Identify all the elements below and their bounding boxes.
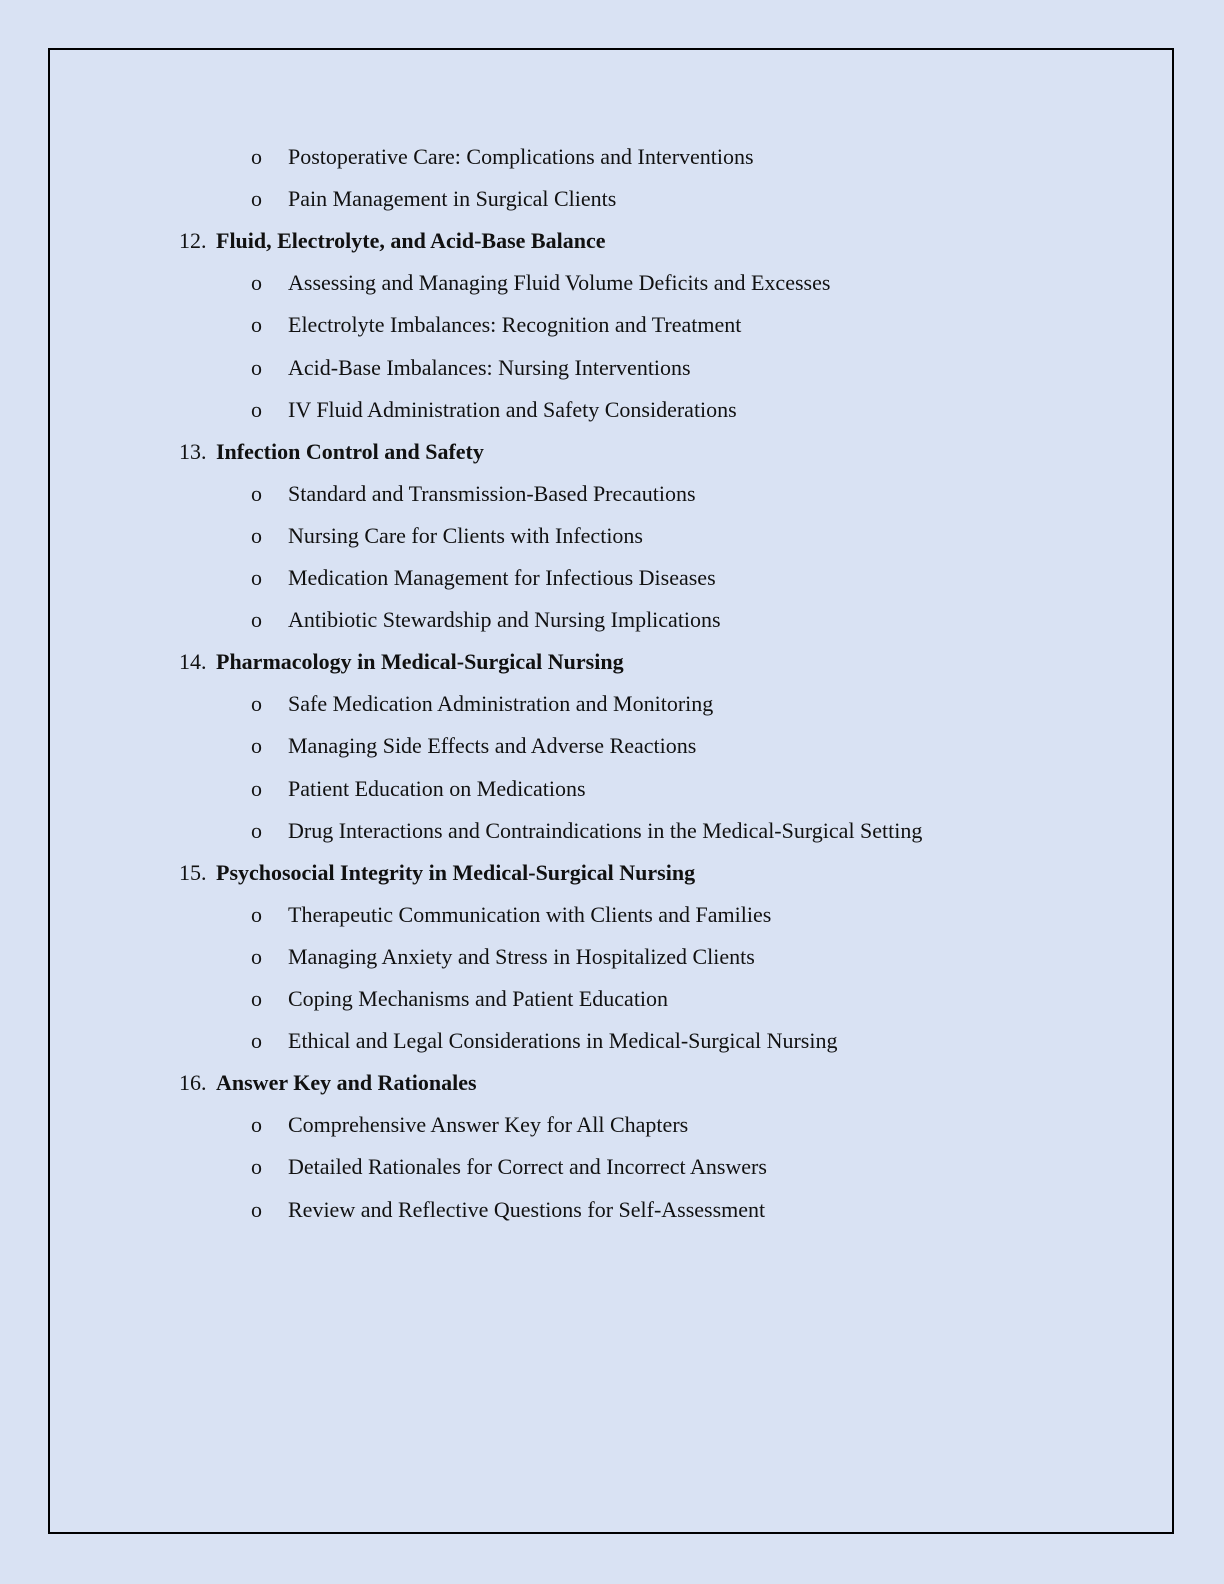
section-title: Fluid, Electrolyte, and Acid-Base Balance [216,228,606,254]
bullet-marker: o [251,986,262,1011]
bullet-marker: o [251,1112,262,1138]
list-item-text: Pain Management in Surgical Clients [288,186,617,212]
list-item-text: Coping Mechanisms and Patient Education [288,986,669,1011]
list-item-text: Electrolyte Imbalances: Recognition and Treatment [288,312,742,338]
section-title: Psychosocial Integrity in Medical-Surgical Nursing [216,859,696,885]
list-item-text: Therapeutic Communication with Clients and Families [288,901,772,927]
section-number: 14. [179,649,207,675]
bullet-marker: o [251,775,262,801]
list-item-text: Drug Interactions and Contraindications in the Medical-Surgical Setting [288,817,923,843]
bullet-marker: o [251,901,262,927]
bullet-marker: o [251,186,262,212]
bullet-marker: o [251,522,262,548]
bullet-marker: o [251,354,262,380]
bullet-marker: o [251,565,262,590]
bullet-marker: o [251,270,262,296]
section-title: Pharmacology in Medical-Surgical Nursing [216,649,624,675]
list-item-text: Antibiotic Stewardship and Nursing Implications [288,607,721,633]
section-title: Answer Key and Rationales [216,1070,477,1096]
list-item-text: Postoperative Care: Complications and Interventions [288,144,754,169]
section-title: Infection Control and Safety [216,438,484,464]
bullet-marker: o [251,607,262,633]
list-item-text: Nursing Care for Clients with Infections [288,522,643,548]
bullet-marker: o [251,817,262,843]
bullet-marker: o [251,1154,262,1180]
list-item-text: Review and Reflective Questions for Self-Assessment [288,1196,766,1222]
list-item-text: Standard and Transmission-Based Precautions [288,480,696,506]
bullet-marker: o [251,480,262,506]
list-item-text: Managing Anxiety and Stress in Hospitalized Clients [288,943,755,969]
section-number: 16. [179,1070,207,1096]
bullet-marker: o [251,943,262,969]
list-item-text: Patient Education on Medications [288,775,586,801]
list-item-text: Acid-Base Imbalances: Nursing Interventions [288,354,691,380]
list-item-text: Detailed Rationales for Correct and Incorrect Answers [288,1154,767,1180]
list-item-text: Ethical and Legal Considerations in Medical-Surgical Nursing [288,1028,838,1054]
list-item-text: Managing Side Effects and Adverse Reactions [288,733,697,759]
section-number: 13. [179,438,207,464]
bullet-marker: o [251,1196,262,1222]
list-item-text: Comprehensive Answer Key for All Chapters [288,1112,689,1138]
list-item-text: Safe Medication Administration and Monitoring [288,691,714,717]
section-number: 15. [179,859,207,885]
bullet-marker: o [251,1028,262,1054]
bullet-marker: o [251,396,262,422]
bullet-marker: o [251,144,262,169]
bullet-marker: o [251,733,262,759]
section-number: 12. [179,228,207,254]
bullet-marker: o [251,691,262,717]
list-item-text: Medication Management for Infectious Diseases [288,565,716,590]
list-item-text: IV Fluid Administration and Safety Considerations [288,396,737,422]
bullet-marker: o [251,312,262,338]
list-item-text: Assessing and Managing Fluid Volume Deficits and Excesses [288,270,831,296]
